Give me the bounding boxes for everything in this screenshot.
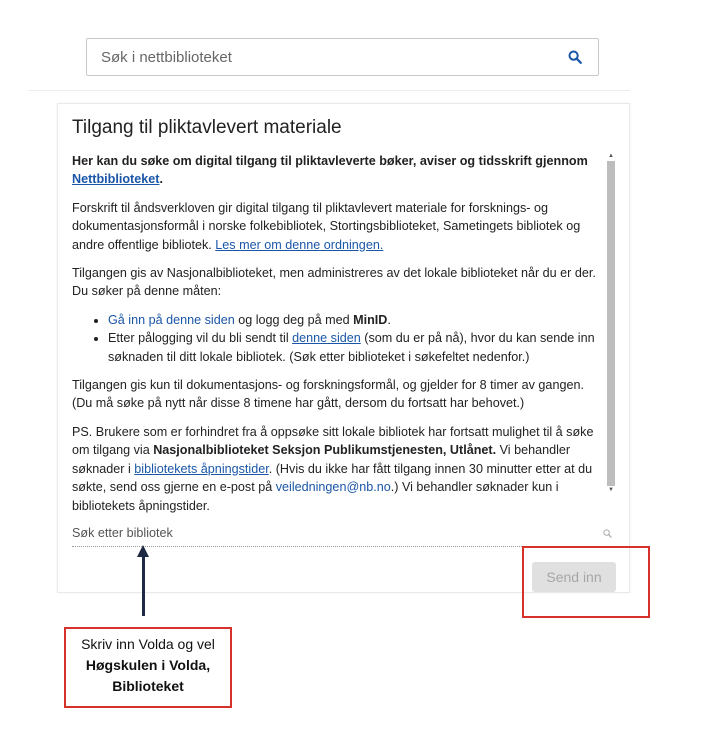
search-icon xyxy=(603,529,612,538)
instruction-callout xyxy=(64,627,232,708)
nettbiblioteket-link[interactable]: Nettbiblioteket xyxy=(72,172,160,187)
login-page-link[interactable]: Gå inn på denne siden xyxy=(108,312,235,327)
info-scrollbar[interactable] xyxy=(606,152,616,494)
steps-list xyxy=(72,311,600,366)
send-button-highlight xyxy=(522,546,650,618)
ps-paragraph xyxy=(72,423,600,515)
purpose-paragraph: Tilgangen gis kun til dokumentasjons- og forskningsformål, og gjelder for 8 timer av gangen. (Du må søke på nytt når disse 8 timene har gått, dersom du fortsatt har behovet.) xyxy=(72,378,584,411)
ps-bold: Nasjonalbiblioteket Seksjon Publikumstjenesten, Utlånet. xyxy=(153,443,497,458)
read-more-link[interactable]: Les mer om denne ordningen. xyxy=(215,237,384,252)
ps-text-2: Vi behandler søknader i xyxy=(72,443,571,476)
intro-text: Her kan du søke om digital tilgang til pliktavleverte bøker, aviser og tidsskrift gjennom xyxy=(72,154,588,168)
callout-line-3: Biblioteket xyxy=(112,678,184,694)
header-divider xyxy=(28,90,630,91)
access-request-card xyxy=(57,103,630,593)
ps-text-3: . (Hvis du ikke har fått tilgang innen 30 minutter etter at du søkte, send oss gjerne en e-post på xyxy=(72,461,593,495)
email-link[interactable]: veiledningen@nb.no xyxy=(275,480,391,495)
info-scroll-area[interactable] xyxy=(72,152,600,513)
send-button[interactable]: Send inn xyxy=(532,562,616,592)
minid-label: MinID xyxy=(353,312,388,327)
opening-hours-link[interactable]: bibliotekets åpningstider xyxy=(134,461,269,476)
arrow-shaft xyxy=(142,556,145,616)
step-login-text: og logg deg på med xyxy=(234,312,354,327)
intro-paragraph xyxy=(72,152,600,189)
callout-line-2: Høgskulen i Volda, xyxy=(85,657,211,673)
search-icon xyxy=(568,50,582,64)
step-login xyxy=(108,311,600,329)
library-search-field xyxy=(72,522,614,547)
access-paragraph: Tilgangen gis av Nasjonalbiblioteket, men administreres av det lokale biblioteket når du er der. Du søker på denne måten: xyxy=(72,266,596,299)
regulation-paragraph xyxy=(72,199,600,254)
intro-end: . xyxy=(159,172,163,187)
scroll-down-icon[interactable]: ▼ xyxy=(608,487,614,493)
step-redirect-end: (som du er på nå), hvor du kan sende inn søknaden til ditt lokale bibliotek. (Søk etter biblioteket i søkefeltet nedenfor.) xyxy=(108,331,595,364)
search-button[interactable] xyxy=(552,39,598,75)
nettbibliotek-search-input[interactable] xyxy=(87,38,552,76)
step-redirect xyxy=(108,329,600,366)
nettbibliotek-search-bar xyxy=(86,38,599,76)
this-page-link[interactable]: denne siden xyxy=(292,331,361,346)
ps-text-4: .) Vi behandler søknader kun i bibliotekets åpningstider. xyxy=(72,480,559,513)
ps-text-1: PS. Brukere som er forhindret fra å oppsøke sitt lokale bibliotek har fortsatt mulighet til å søke om tilgang via xyxy=(72,424,594,458)
library-search-input[interactable] xyxy=(72,522,592,544)
card-title: Tilgang til pliktavlevert materiale xyxy=(72,117,342,138)
regulation-text: Forskrift til åndsverkloven gir digital tilgang til pliktavlevert materiale for forsknings- og dokumentasjonsformål i norske folkebibliotek, Stortingsbiblioteket, Sametingets bibliotek og andre offentlige bibliotek. xyxy=(72,200,581,252)
callout-line-1: Skriv inn Volda og vel xyxy=(81,636,215,652)
step-redirect-text: Etter pålogging vil du bli sendt til xyxy=(108,331,293,346)
step-login-end: . xyxy=(387,312,391,327)
scroll-up-icon[interactable]: ▲ xyxy=(608,153,614,159)
scrollbar-thumb[interactable] xyxy=(607,161,615,486)
